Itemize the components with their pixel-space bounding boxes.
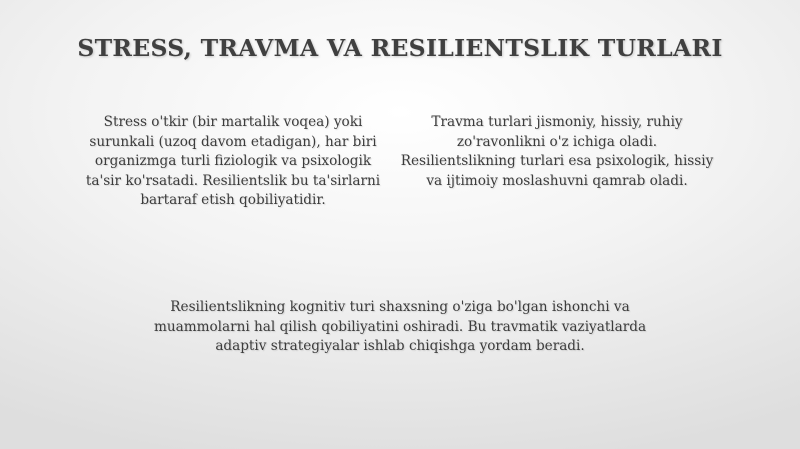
trauma-paragraph: Travma turlari jismoniy, hissiy, ruhiy zo'ravonlikni o'z ichiga oladi. Resilientslikning turlari esa psixologik, hissiy va ijtimoiy moslashuvni qamrab oladi.: [400, 114, 714, 189]
stress-paragraph: Stress o'tkir (bir martalik voqea) yoki surunkali (uzoq davom etadigan), har biri organizmga turli fiziologik va psixologik ta'sir ko'rsatadi. Resilientslik bu ta'sirlarni bartaraf etish qobiliyatidir.: [85, 114, 381, 208]
cognitive-resilience-paragraph: Resilientslikning kognitiv turi shaxsning o'ziga bo'lgan ishonchi va muammolarni hal qilish qobiliyatini oshiradi. Bu travmatik vaziyatlarda adaptiv strategiyalar ishlab chiqishga yordam beradi.: [153, 299, 647, 354]
slide-title: STRESS, TRAVMA VA RESILIENTSLIK TURLARI: [77, 34, 723, 62]
